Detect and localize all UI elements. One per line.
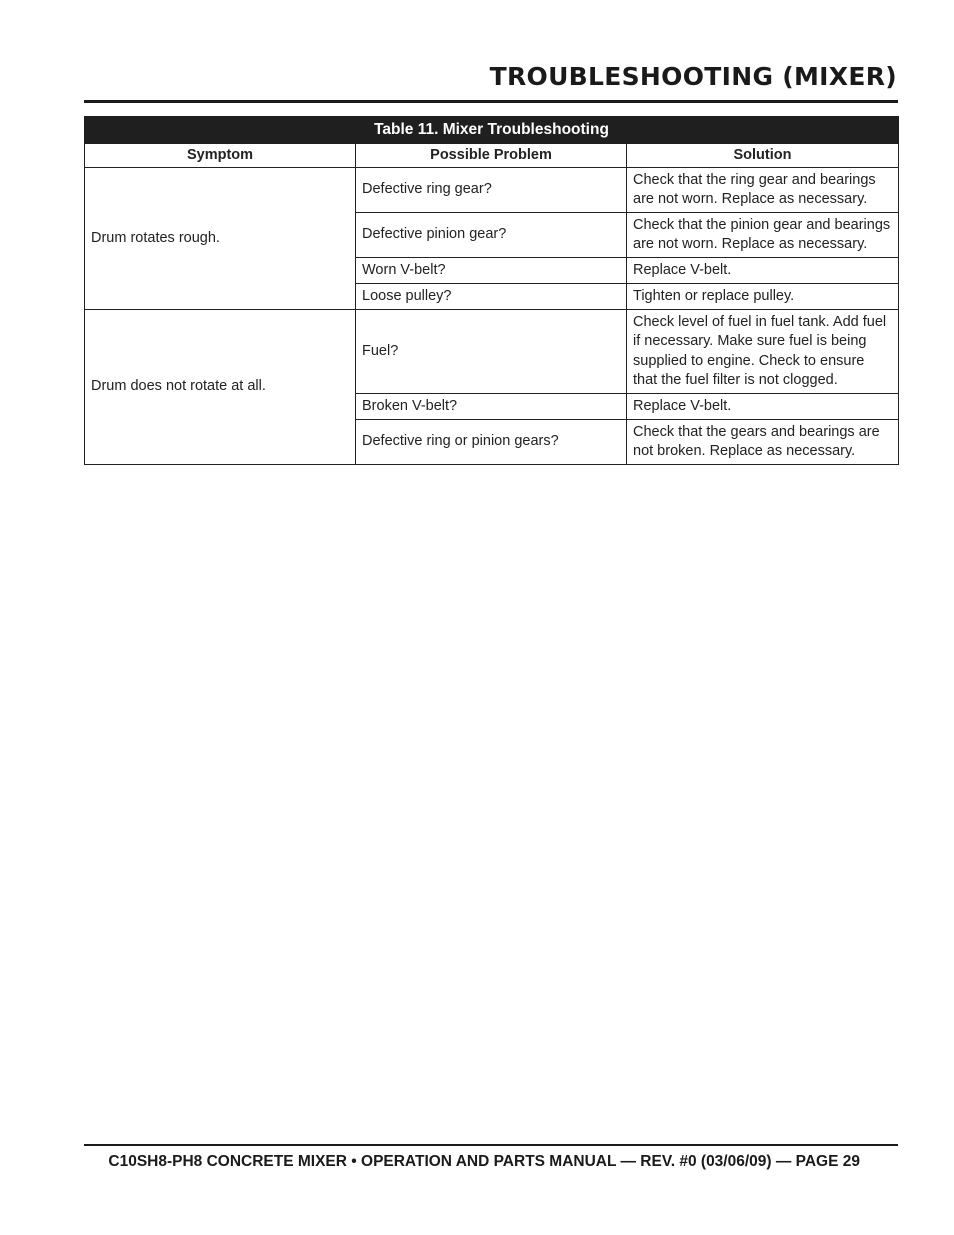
solution-cell: Check level of fuel in fuel tank. Add fuel if necessary. Make sure fuel is being supplied to engine. Check to ensure that the fuel filter is not clogged. (627, 310, 899, 394)
solution-cell: Check that the gears and bearings are not broken. Replace as necessary. (627, 420, 899, 465)
footer-divider (84, 1144, 898, 1146)
table-caption-row (85, 117, 899, 144)
table-row (85, 168, 899, 213)
solution-cell: Replace V-belt. (627, 394, 899, 420)
column-header-solution: Solution (627, 144, 899, 168)
problem-cell: Worn V-belt? (356, 258, 627, 284)
problem-cell: Defective pinion gear? (356, 213, 627, 258)
column-header-possible-problem: Possible Problem (356, 144, 627, 168)
table-row (85, 310, 899, 394)
solution-cell: Check that the pinion gear and bearings are not worn. Replace as necessary. (627, 213, 899, 258)
problem-cell: Broken V-belt? (356, 394, 627, 420)
mixer-troubleshooting-table (84, 116, 899, 465)
problem-cell: Defective ring or pinion gears? (356, 420, 627, 465)
solution-cell: Check that the ring gear and bearings are not worn. Replace as necessary. (627, 168, 899, 213)
symptom-cell: Drum does not rotate at all. (85, 310, 356, 465)
table-caption: Table 11. Mixer Troubleshooting (85, 117, 899, 144)
symptom-cell: Drum rotates rough. (85, 168, 356, 310)
column-header-symptom: Symptom (85, 144, 356, 168)
title-divider (84, 100, 898, 103)
table-header-row (85, 144, 899, 168)
page-footer: C10SH8-PH8 CONCRETE MIXER • OPERATION AND PARTS MANUAL — REV. #0 (03/06/09) — PAGE 29 (108, 1153, 860, 1170)
solution-cell: Replace V-belt. (627, 258, 899, 284)
problem-cell: Fuel? (356, 310, 627, 394)
problem-cell: Loose pulley? (356, 284, 627, 310)
problem-cell: Defective ring gear? (356, 168, 627, 213)
solution-cell: Tighten or replace pulley. (627, 284, 899, 310)
page-title: TROUBLESHOOTING (MIXER) (489, 62, 897, 91)
